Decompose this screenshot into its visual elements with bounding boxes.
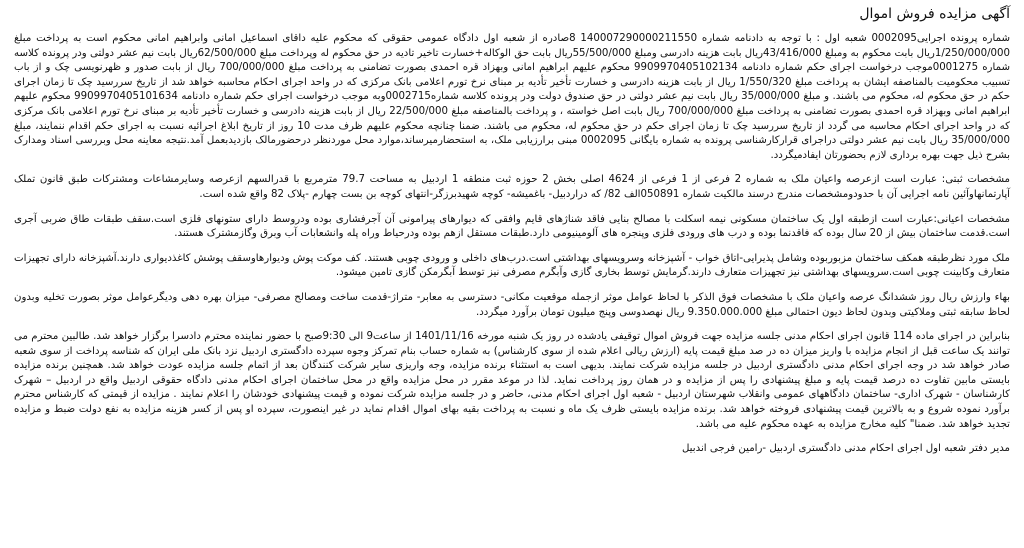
auction-terms-paragraph: بنابراین در اجرای ماده 114 قانون اجرای احکام مدنی جلسه مزایده جهت فروش اموال توقیفی یادشده در روز یک شنبه مورخه 1401/11/16 از ساعت9 الی 9:30صبح با حضور نماینده محترم دادسرا برگزار خواهد شد. طالبین محترم می توانند یک ساعت قبل از انجام مزایده با واریز میزان ده در صد مبلغ قیمت پایه (ارزش ریالی اعلام شده از سوی کارشناس) به شماره حساب بنام تمرکز وجوه سپرده دادگستری اردبیل نزد بانک ملی ایران که شناسه پرداخت از سوی شعبه صادر خواهد شد در وجه اجرای احکام مدنی دادگستری اردبیل در جلسه مزایده شرکت نمایند. بدیهی است به استثناء برنده مزایده، وجه واریزی سایر شرکت کنندگان بعد از اتمام جلسه مزایده عودت خواهد شد. همچنین برنده مزایده بایستی مابین تفاوت ده درصد قیمت پایه و مبلغ پیشنهادی را پس از مزایده و در همان روز پرداخت نماید. لذا در موعد مقرر در محل مزایده واقع در محل ساختمان اجرای احکام مدنی دادگاه حقوقی اردبیل واقع در اردبیل – شهرک کارشناسان - شهرک اداری- ساختمان دادگاههای عمومی وانقلاب شهرستان اردبیل - شعبه اول اجرای احکام مدنی، حاضر و در جلسه مزایده شرکت نموده و قیمت پیشنهادی خودشان را اعلام نمایند . مزایده از قیمتی که کارشناس محترم برآورد نموده شروع و به بالاترین قیمت پیشنهادی فروخته خواهد شد. برنده مزایده بایستی ظرف یک ماه و نسبت به پرداخت بقیه بهای اموال اقدام نماید در غیر اینصورت، سپرده او پس از کسر هزینه مزایده به نفع دولت ضبط و مزایده تجدید خواهد شد. ضمنا" کلیه مخارج مزایده به عهده محکوم علیه می باشد. bbox=[14, 331, 1011, 430]
case-details-paragraph: شماره پرونده اجرایی0002095 شعبه اول : با توجه به دادنامه شماره 140007290000211550 8صادره از شعبه اول دادگاه عمومی حقوقی که محکوم علیه داقای اسماعیل امانی وابراهیم امانی محکوم است به پرداخت مبلغ 1/250/000/000ریال بابت محکوم به ومبلغ 43/416/000ریال بابت هزینه دادرسی ومبلغ 55/500/000ریال بابت حق الوکاله+خسارت تاخیر تادیه در حق محکوم له وپرداخت مبلغ 62/500/000ریال بابت نیم عشر دولتی ودر پرونده کلاسه شماره 0001275موجب درخواست اجرای حکم شماره دادنامه 9909970405102134 محکوم علیهم ابراهیم امانی وبهزاد قره احمدی بصورت تضامنی به پرداخت مبلغ 700/000/000 ریال از بابت صدور و ظهرنویسی چک و از باب تسبیب محکومیت بالمناصفه ایشان به پرداخت مبلغ 1/550/320 ریال از بابت هزینه دادرسی و خسارت تأخیر تأدیه بر مبنای نرخ تورم اعلامی بانک مرکزی که در واحد اجرای احکام محاسبه خواهد شد از تاریخ سررسید چک تا زمان اجرای حکم در حق محکوم له، محکوم می باشند. و مبلغ 35/000/000 ریال بابت نیم عشر دولتی در حق صندوق دولت ودر پرونده کلاسه شماره0002715وبه موجب درخواست اجرای حکم شماره دادنامه 9909970405101634 محکوم علیهم ابراهیم امانی وبهزاد قره احمدی بصورت تضامنی به پرداخت مبلغ 700/000/000 ریال بابت اصل خواسته ، و پرداخت بالمناصفه مبلغ 22/500/000 ریال از بابت هزینه دادرسی و خسارت تأخیر تأدیه بر مبنای نرخ تورم اعلامی بانک مرکزی که در واحد اجرای احکام محاسبه می گردد از تاریخ سررسید چک تا زمان اجرای حکم در حق محکوم له، محکوم می باشند. ضمنا چنانچه محکوم علیهم ظرف مدت 10 روز از تاریخ ابلاغ اجرائیه نسبت به اجرای حکم اقدام ننمایند، مبلغ 35/000/000 ریال بابت نیم عشر دولتی دراجرای قرارکارشناسی پرونده به شماره بایگانی 0002095 مبنی برارزیابی ملک، به استحضارمیرساند،موارد محل موردنظر درحضورمالک بازدیدبعمل آمد.نتیجه معاینه محل وبررسی اسناد ومدارک بشرح ذیل جهت بهره برداری لازم بحضورتان ایفادمیگردد. bbox=[14, 33, 1011, 161]
notice-title: آگهی مزایده فروش اموال bbox=[859, 6, 1010, 22]
building-details-paragraph: مشخصات اعیانی:عبارت است ازطبقه اول یک ساختمان مسکونی نیمه اسکلت با مصالح بنایی فاقد شناژهای قایم وافقی که دیوارهای پیرامونی آن آجرفشاری بوده ودروسط دارای ستونهای فلزی است.سقف طبقات طاق ضربی آجری است.قدمت ساختمان بیش از 20 سال بوده که فاقدنما بوده و درب های ورودی فلزی وپنجره های آلومینیومی دارد.طبقات مستقل ازهم بوده ودرحیاط وراه پله وانشعابات آب وبرق وگازمشترک هستند. bbox=[14, 213, 1010, 240]
registration-details-paragraph: مشخصات ثبتی: عبارت است ازعرصه واعیان ملک به شماره 2 فرعی از 1 فرعی از 4624 اصلی بخش 2 حوزه ثبت منطقه 1 اردبیل به مساحت 79.7 مترمربع با قدرالسهم ازعرصه وسایرمشاعات ومشترکات طبق قانون تملک آپارتمانهاوآئین نامه اجرایی آن با حدودومشخصات مندرج درسند مالکیت شماره 050891الف 82/ که دراردبیل- باغمیشه- کوچه شهیدبرزگر-انتهای کوچه بن بست چهارم -پلاک 82 واقع شده است. bbox=[14, 174, 1010, 200]
valuation-paragraph: بهاء وارزش ریال روز ششدانگ عرصه واعیان ملک با مشخصات فوق الذکر با لحاظ عوامل موثر ازجمله موقعیت مکانی- دسترسی به معابر- متراژ-قدمت ساخت ومصالح مصرفی- میزان بهره دهی ودیگرعوامل موثر بصورت تخلیه وبدون لحاظ سابقه ثبتی وملاکیتی وبدون لحاظ دیون احتمالی مبلغ 9.350.000.000 ریال نهصدوسی وپنج میلیون تومان برآورد میگردد. bbox=[14, 291, 1010, 318]
property-description-paragraph: ملک مورد نظرطبقه همکف ساختمان مزبوربوده وشامل پذیرایی-اتاق خواب - آشپزخانه وسرویسهای بهداشتی است.درب‌های داخلی و ورودی چوبی هستند. کف موکت پوش ودیوارهاوسقف پوشش کاغذدیواری دارند.آشپزخانه دارای تجهیزات متعارف وکابینت چوبی است.سرویسهای بهداشتی نیز تجهیزات متعارف دارند.گرمایش توسط بخاری گازی وآبگرم مصرفی نیز توسط آبگرمکن گازی تامین میشود. bbox=[14, 252, 1010, 279]
signature-line: مدیر دفتر شعبه اول اجرای احکام مدنی دادگستری اردبیل -رامین فرجی اندبیل bbox=[681, 443, 1010, 455]
